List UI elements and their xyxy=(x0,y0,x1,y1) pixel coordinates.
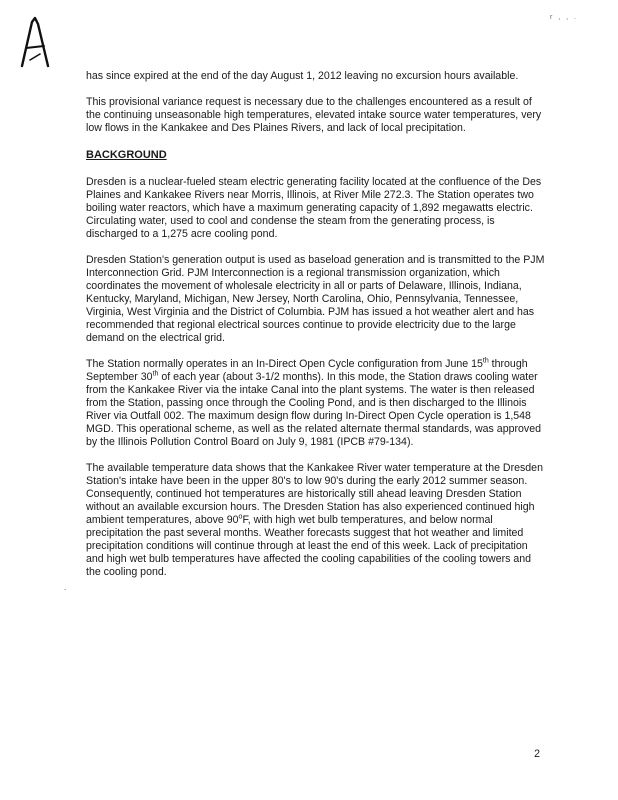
margin-mark: . xyxy=(64,583,67,592)
paragraph-excursion-hours: has since expired at the end of the day August 1, 2012 leaving no excursion hours available. xyxy=(86,70,519,82)
paragraph-open-cycle-operation: The Station normally operates in an In-Direct Open Cycle configuration from June 15th through September 30th of each year (about 3-1/2 months). In this mode, the Station draws cooling water from the Kankakee River via the intake Canal into the plant systems. The water is then released from the Station, passing once through the Cooling Pond, and is then discharged to the Illinois River via Outfall 002. The maximum design flow during In-Direct Open Cycle operation is 1,548 MGD. This operational scheme, as well as the related alternate thermal standards, was approved by the Illinois Pollution Control Board on July 9, 1981 (IPCB #79-134). xyxy=(86,357,541,448)
page-number: 2 xyxy=(534,748,540,760)
section-heading-background: BACKGROUND xyxy=(86,149,167,161)
scan-artifact-mark: r , , . xyxy=(550,14,578,21)
handwritten-a-mark xyxy=(18,16,52,70)
paragraph-temperature-data: The available temperature data shows that the Kankakee River water temperature at the Dresden Station's intake have been in the upper 80's to low 90's during the early 2012 summer season. Consequently, continued hot temperatures are historically still ahead leaving Dresden Station without an available excursion hours. The Dresden Station has also experienced continued high ambient temperatures, above 90$^o$F, with high wet bulb temperatures, and below normal precipitation the past several months. Weather forecasts suggest that hot weather and limited precipitation conditions will continue through at least the end of this week. Lack of precipitation and high wet bulb temperatures have affected the cooling capabilities of the cooling towers and the cooling pond. xyxy=(86,462,543,578)
document-body xyxy=(86,70,546,592)
paragraph-pjm-interconnection: Dresden Station's generation output is used as baseload generation and is transmitted to the PJM Interconnection Grid. PJM Interconnection is a regional transmission organization, which coordinates the movement of wholesale electricity in all or parts of Delaware, Illinois, Indiana, Kentucky, Maryland, Michigan, New Jersey, North Carolina, Ohio, Pennsylvania, Tennessee, Virginia, West Virginia and the District of Columbia. PJM has issued a hot weather alert and has recommended that regional electrical sources continue to provide electricity due to the large demand on the electrical grid. xyxy=(86,254,545,344)
paragraph-dresden-description: Dresden is a nuclear-fueled steam electric generating facility located at the confluence of the Des Plaines and Kankakee Rivers near Morris, Illinois, at River Mile 272.3. The Station operates two boiling water reactors, which have a maximum generating capacity of 1,892 megawatts electric. Circulating water, used to cool and condense the steam from the generating process, is discharged to a 1,275 acre cooling pond. xyxy=(86,176,542,240)
paragraph-variance-request: This provisional variance request is necessary due to the challenges encountered as a result of the continuing unseasonable high temperatures, elevated intake source water temperatures, very low flows in the Kankakee and Des Plaines Rivers, and lack of local precipitation. xyxy=(86,96,542,134)
